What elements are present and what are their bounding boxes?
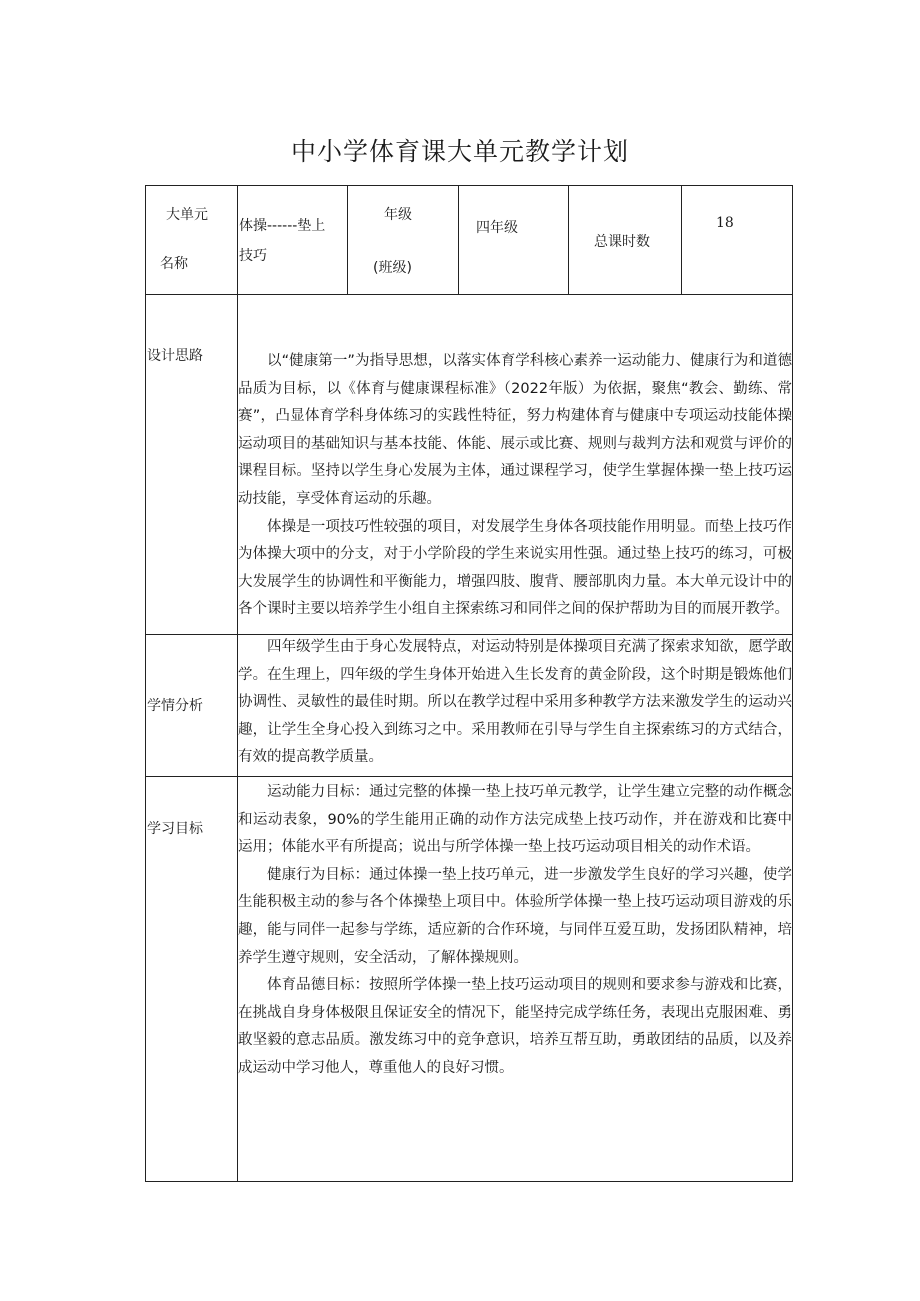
goals-label: 学习目标 [147, 821, 203, 837]
grade-value: 四年级 [476, 220, 518, 236]
table-vline [568, 185, 569, 294]
design-content [238, 348, 792, 624]
goals-paragraph-1: 运动能力目标：通过完整的体操一垫上技巧单元教学，让学生建立完整的动作概念和运动表象，90%的学生能用正确的动作方法完成垫上技巧动作，并在游戏和比赛中运用；体能水平有所提高；说出与所学体操一垫上技巧运动项目相关的动作术语。 [238, 784, 792, 856]
goals-paragraph-3: 体育品德目标：按照所学体操一垫上技巧运动项目的规则和要求参与游戏和比赛，在挑战自身身体极限且保证安全的情况下，能坚持完成学练任务，表现出克服困难、勇敢坚毅的意志品质。激发练习中的竞争意识，培养互帮互助，勇敢团结的品质，以及养成运动中学习他人，尊重他人的良好习惯。 [238, 977, 792, 1076]
design-label: 设计思路 [147, 348, 203, 364]
analysis-paragraph-1: 四年级学生由于身心发展特点，对运动特别是体操项目充满了探索求知欲，愿学敢学。在生理上，四年级的学生身体开始进入生长发育的黄金阶段，这个时期是锻炼他们协调性、灵敏性的最佳时期。所以在教学过程中采用多种教学方法来激发学生的运动兴趣，让学生全身心投入到练习之中。采用教师在引导与学生自主探索练习的方式结合，有效的提高教学质量。 [238, 639, 792, 766]
goals-content [238, 779, 792, 1083]
grade-label-line2: (班级) [373, 260, 412, 276]
unit-name-value-line1: 体操------垫上 [239, 218, 326, 234]
unit-name-value-line2: 技巧 [239, 248, 267, 264]
total-hours-value: 18 [716, 215, 734, 231]
design-paragraph-2: 体操是一项技巧性较强的项目，对发展学生身体各项技能作用明显。而垫上技巧作为体操大项中的分支，对于小学阶段的学生来说实用性强。通过垫上技巧的练习，可极大发展学生的协调性和平衡能力，增强四肢、腹背、腰部肌肉力量。本大单元设计中的各个课时主要以培养学生小组自主探索练习和同伴之间的保护帮助为目的而展开教学。 [238, 518, 792, 618]
grade-label-line1: 年级 [384, 207, 412, 223]
table-vline [681, 185, 682, 294]
page-title: 中小学体育课大单元教学计划 [290, 137, 629, 166]
table-hline [145, 294, 793, 295]
table-hline [145, 776, 793, 777]
unit-name-label-line2: 名称 [160, 256, 188, 272]
total-hours-label: 总课时数 [594, 234, 650, 250]
unit-name-label-line1: 大单元 [166, 207, 208, 223]
analysis-label: 学情分析 [147, 698, 203, 714]
table-vline [458, 185, 459, 294]
analysis-content [238, 634, 792, 772]
design-paragraph-1: 以“健康第一”为指导思想，以落实体育学科核心素养一运动能力、健康行为和道德品质为目标，以《体育与健康课程标准》（2022年版）为依据，聚焦“教会、勤练、常赛”，凸显体育学科身体练习的实践性特征，努力构建体育与健康中专项运动技能体操运动项目的基础知识与基本技能、体能、展示或比赛、规则与裁判方法和观赏与评价的课程目标。坚持以学生身心发展为主体，通过课程学习，使学生掌握体操一垫上技巧运动技能，享受体育运动的乐趣。 [238, 353, 792, 507]
table-vline [347, 185, 348, 294]
goals-paragraph-2: 健康行为目标：通过体操一垫上技巧单元，进一步激发学生良好的学习兴趣，使学生能积极主动的参与各个体操垫上项目中。体验所学体操一垫上技巧运动项目游戏的乐趣，能与同伴一起参与学练，适应新的合作环境，与同伴互爱互助，发扬团队精神，培养学生遵守规则，安全活动，了解体操规则。 [238, 866, 792, 966]
